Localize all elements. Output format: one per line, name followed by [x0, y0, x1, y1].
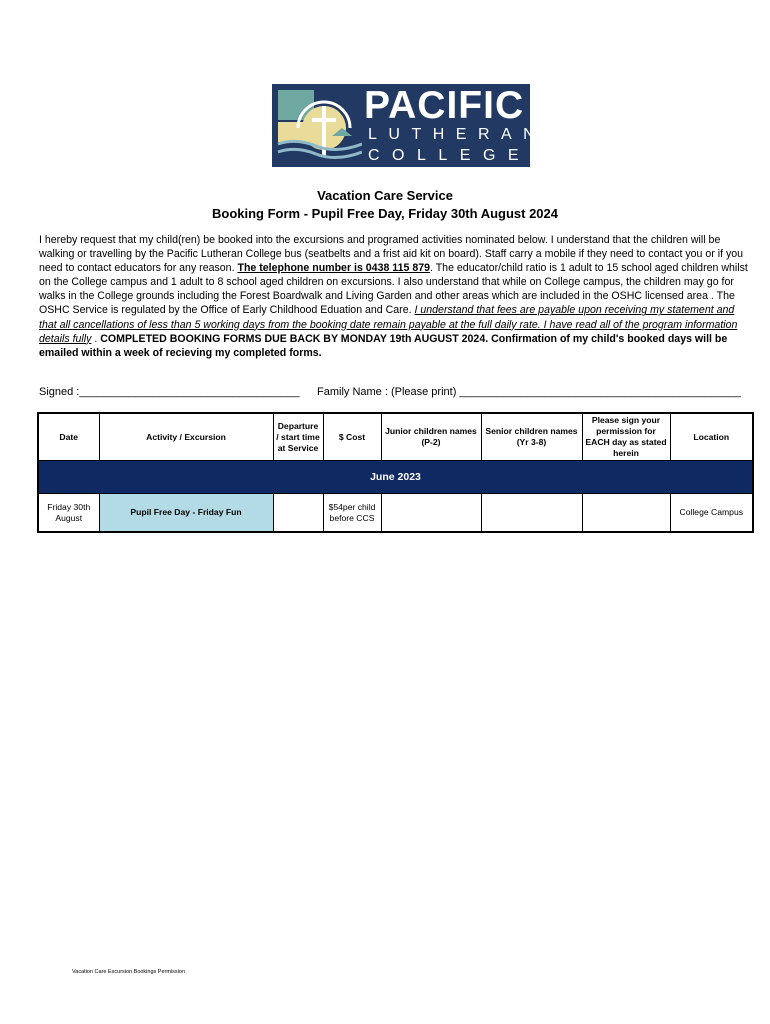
service-title: Vacation Care Service [317, 188, 453, 203]
page-footer: Vacation Care Excursion Bookings Permission [72, 969, 186, 975]
fees-policy-text: I understand that fees are payable upon receiving my statement and that all cancellations of less than 5 working days from the booking date remain payable at the full daily rate. I have read all of the program information details fully [39, 304, 738, 345]
header-activity: Activity / Excursion [99, 413, 273, 461]
logo-wordmark-pacific: PACIFIC [364, 84, 525, 127]
header-cost: $ Cost [323, 413, 381, 461]
month-row [38, 461, 753, 494]
cell-cost: $54per child before CCS [323, 494, 381, 533]
month-label: June 2023 [38, 461, 753, 494]
terms-text-2: . The educator/child ratio is 1 adult to 15 school aged children whilst on the College campus and 1 adult to 8 school aged children on excursions. I also understand that while on College campus, the children may go for walks in the College grounds including the Forest Boardwalk and Living Garden and other areas which are included in the OSHC licensed area . The OSHC Service is regulated by the Office of Early Childhood Eduation and Care. [39, 262, 748, 317]
cell-departure[interactable] [273, 494, 323, 533]
cell-activity: Pupil Free Day - Friday Fun [99, 494, 273, 533]
cell-senior-names[interactable] [481, 494, 582, 533]
logo-wordmark-college: COLLEGE [368, 147, 532, 164]
header-junior-names: Junior children names (P-2) [381, 413, 481, 461]
due-date-text: COMPLETED BOOKING FORMS DUE BACK BY MONDAY 19th AUGUST 2024. Confirmation of my child's booked days will be emailed within a week of recieving my completed forms. [39, 332, 728, 359]
table-header-row [38, 413, 753, 461]
header-date: Date [38, 413, 99, 461]
booking-terms-paragraph [39, 233, 751, 360]
header-departure: Departure / start time at Service [273, 413, 323, 461]
college-emblem-icon [276, 88, 362, 162]
cell-date: Friday 30th August [38, 494, 99, 533]
header-senior-names: Senior children names (Yr 3-8) [481, 413, 582, 461]
header-permission: Please sign your permission for EACH day as stated herein [582, 413, 670, 461]
logo-wordmark-lutheran: LUTHERAN [368, 126, 547, 143]
header-location: Location [670, 413, 753, 461]
college-logo [272, 84, 547, 167]
phone-number-text: The telephone number is 0438 115 879 [237, 262, 431, 275]
booking-table [37, 412, 754, 533]
signature-field[interactable]: Signed :____________________________________ [39, 386, 300, 398]
form-title: Booking Form - Pupil Free Day, Friday 30th August 2024 [211, 206, 558, 221]
terms-text-1: I hereby request that my child(ren) be booked into the excursions and programed activities nominated below. I understand that the children will be walking or travelling by the Pacific Lutheran College bus (seatbelts and a frist aid kit on board). Staff carry a mobile if they need to contact you or if you need to contact educators for any reason. [39, 234, 744, 275]
terms-text-3: . [91, 332, 101, 345]
cell-permission-signature[interactable] [582, 494, 670, 533]
cell-location: College Campus [670, 494, 753, 533]
cell-junior-names[interactable] [381, 494, 481, 533]
table-row [38, 494, 753, 533]
family-name-field[interactable]: Family Name : (Please print) ______________________________________________ [317, 386, 741, 398]
